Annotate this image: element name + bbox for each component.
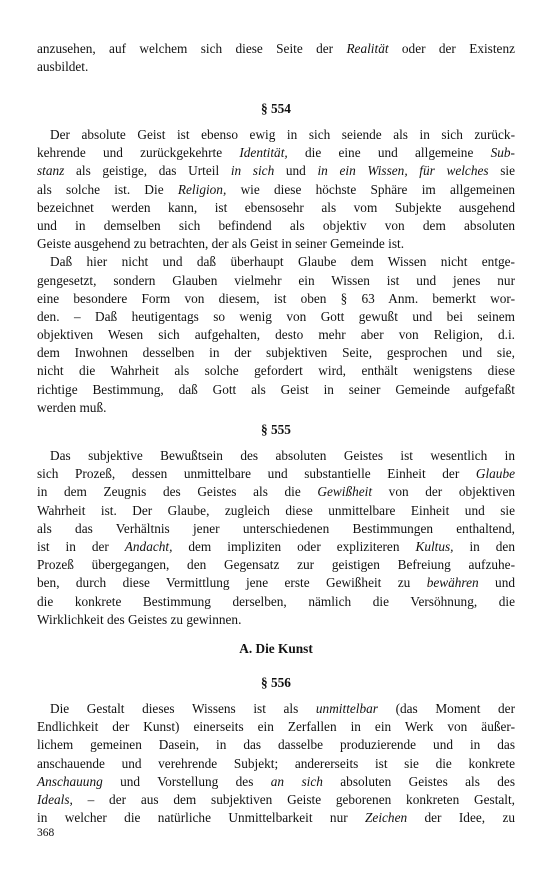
text-line bbox=[37, 700, 515, 718]
italic-span: Zeichen bbox=[365, 810, 408, 826]
text-line bbox=[37, 556, 515, 574]
text-span: dem impliziten oder expliziteren bbox=[172, 538, 416, 554]
text-span: Wahrheit ist. Der Glaube, zugleich diese unmittelbare Einheit und sie bbox=[37, 502, 515, 518]
text-span: objektiven Wesen sich aufgehalten, desto mehr aber von Religion, d.i. bbox=[37, 327, 515, 343]
text-line bbox=[37, 126, 515, 144]
text-line bbox=[37, 593, 515, 611]
text-span: die konkrete Bestimmung derselben, nämlich die Versöhnung, die bbox=[37, 593, 515, 609]
text-line bbox=[37, 791, 515, 809]
text-span: kehrende und zurückgekehrte bbox=[37, 145, 240, 161]
text-line bbox=[37, 520, 515, 538]
text-span: gengesetzt, sondern Glauben vielmehr ein Wissen ist und jenes nur bbox=[37, 272, 515, 288]
text-line bbox=[37, 40, 515, 58]
text-span: Prozeß übergegangen, den Gegensatz zur geistigen Befreiung aufzuhe- bbox=[37, 557, 515, 573]
text-span: (das Moment der bbox=[377, 701, 515, 716]
text-line bbox=[37, 162, 515, 180]
text-span: Der absolute Geist ist ebenso ewig in sich seiende als in sich zurück- bbox=[50, 127, 515, 142]
text-span: und bbox=[274, 163, 318, 179]
italic-span: bewähren bbox=[426, 575, 479, 591]
text-line bbox=[37, 308, 515, 326]
text-span: den. – Daß heutigentags so wenig von Gott gewußt und bei seinem bbox=[37, 308, 515, 324]
italic-span: unmittelbar bbox=[315, 701, 378, 716]
italic-span: Anschauung bbox=[37, 773, 103, 789]
text-span: dem Inwohnen desselben in der subjektiven Seite, gesprochen und sie, bbox=[37, 345, 515, 361]
text-span: Wirklichkeit des Geistes zu gewinnen. bbox=[37, 611, 242, 627]
text-span: – der aus dem subjektiven Geiste geborenen konkreten Gestalt, bbox=[72, 791, 515, 807]
italic-span: stanz bbox=[37, 163, 65, 179]
text-line bbox=[37, 344, 515, 362]
section-heading-556: § 556 bbox=[261, 675, 291, 690]
text-span: ausbildet. bbox=[37, 59, 89, 75]
italic-span: an sich bbox=[270, 773, 323, 789]
text-span: sich Prozeß, dessen unmittelbare und substantielle Einheit der bbox=[37, 466, 476, 482]
text-block-554 bbox=[37, 126, 515, 417]
text-line bbox=[37, 272, 515, 290]
text-line bbox=[37, 483, 515, 501]
text-line bbox=[37, 253, 515, 271]
text-line bbox=[37, 538, 515, 556]
text-line bbox=[37, 465, 515, 483]
text-span: absoluten Geistes als des bbox=[322, 773, 516, 789]
text-line bbox=[37, 217, 515, 235]
text-line bbox=[37, 144, 515, 162]
text-line bbox=[37, 611, 515, 629]
italic-span: Kultus, bbox=[415, 538, 454, 554]
text-line bbox=[37, 736, 515, 754]
italic-span: Sub- bbox=[490, 145, 515, 161]
text-span: Das subjektive Bewußtsein des absoluten Geistes ist wesentlich in bbox=[50, 448, 515, 463]
text-span: eine besondere Form von diesem, ist oben § 63 Anm. bemerkt wor- bbox=[37, 290, 515, 306]
text-line bbox=[37, 399, 515, 417]
text-line bbox=[37, 199, 515, 217]
text-span: nicht die Wahrheit als solche gefordert wird, enthält wenigstens diese bbox=[37, 363, 515, 379]
text-span: richtige Bestimmung, daß Gott als Geist in seiner Gemeinde aufgefaßt bbox=[37, 381, 515, 397]
text-line bbox=[37, 381, 515, 399]
text-line bbox=[37, 181, 515, 199]
text-line bbox=[37, 290, 515, 308]
page-number: 368 bbox=[37, 827, 55, 839]
section-heading-555: § 555 bbox=[261, 422, 291, 437]
text-span: von der objektiven bbox=[372, 484, 515, 500]
italic-span: Ideals, bbox=[37, 791, 73, 807]
text-span: Endlichkeit der Kunst) einerseits ein Zerfallen in ein Werk von äußer- bbox=[37, 719, 515, 735]
text-block-continuation bbox=[37, 40, 515, 76]
text-span: und Vorstellung des bbox=[102, 773, 271, 789]
italic-span: in sich bbox=[230, 163, 275, 179]
text-span: lichem gemeinen Dasein, in das dasselbe produzierende und in das bbox=[37, 737, 515, 753]
italic-span: Andacht, bbox=[124, 538, 173, 554]
text-span: als das Verhältnis jener unterschiedenen Bestimmungen enthaltend, bbox=[37, 520, 515, 536]
text-line bbox=[37, 755, 515, 773]
chapter-heading-kunst: A. Die Kunst bbox=[239, 641, 313, 656]
text-span: als solche ist. Die bbox=[37, 181, 178, 197]
text-span: oder der Existenz bbox=[388, 41, 515, 56]
text-line bbox=[37, 326, 515, 344]
text-span: wie diese höchste Sphäre im allgemeinen bbox=[226, 181, 515, 197]
text-line bbox=[37, 718, 515, 736]
text-line bbox=[37, 58, 515, 76]
italic-span: Identität, bbox=[239, 145, 288, 161]
text-span: ist in der bbox=[37, 538, 125, 554]
text-span: Daß hier nicht und daß überhaupt Glaube dem Wissen nicht entge- bbox=[50, 254, 515, 270]
text-span: in welcher die natürliche Unmittelbarkeit nur bbox=[37, 810, 366, 826]
text-span: anschauende und verehrende Subjekt; andererseits ist sie die konkrete bbox=[37, 755, 515, 771]
text-span: anzusehen, auf welchem sich diese Seite der bbox=[37, 41, 347, 56]
text-line bbox=[37, 502, 515, 520]
text-line bbox=[37, 362, 515, 380]
text-block-556 bbox=[37, 700, 515, 827]
text-span: in den bbox=[453, 538, 515, 554]
text-span: als geistige, das Urteil bbox=[64, 163, 231, 179]
text-line bbox=[37, 574, 515, 592]
text-span: die eine und allgemeine bbox=[287, 145, 491, 161]
text-span: sie bbox=[488, 163, 515, 179]
text-span: in dem Zeugnis des Geistes als die bbox=[37, 484, 318, 500]
text-span: und in demselben sich befindend als objektiv von dem absoluten bbox=[37, 217, 515, 233]
text-span: Geiste ausgehend zu betrachten, der als Geist in seiner Gemeinde ist. bbox=[37, 236, 405, 252]
italic-span: Religion, bbox=[177, 181, 227, 197]
text-span: bezeichnet werden kann, ist ebensosehr als vom Subjekte ausgehend bbox=[37, 199, 515, 215]
italic-span: Realität bbox=[346, 41, 389, 56]
text-span: und bbox=[478, 575, 515, 591]
text-span: ben, durch diese Vermittlung jene erste Gewißheit zu bbox=[37, 575, 427, 591]
italic-span: Gewißheit bbox=[317, 484, 373, 500]
text-span: der Idee, zu bbox=[407, 810, 515, 826]
italic-span: Glaube bbox=[475, 466, 515, 482]
text-line bbox=[37, 235, 515, 253]
text-line bbox=[37, 773, 515, 791]
text-span: Die Gestalt dieses Wissens ist als bbox=[50, 701, 316, 716]
text-line bbox=[37, 809, 515, 827]
italic-span: in ein Wissen, für welches bbox=[317, 163, 489, 179]
section-heading-554: § 554 bbox=[261, 101, 291, 116]
text-line bbox=[37, 447, 515, 465]
text-block-555 bbox=[37, 447, 515, 629]
text-span: werden muß. bbox=[37, 399, 107, 415]
